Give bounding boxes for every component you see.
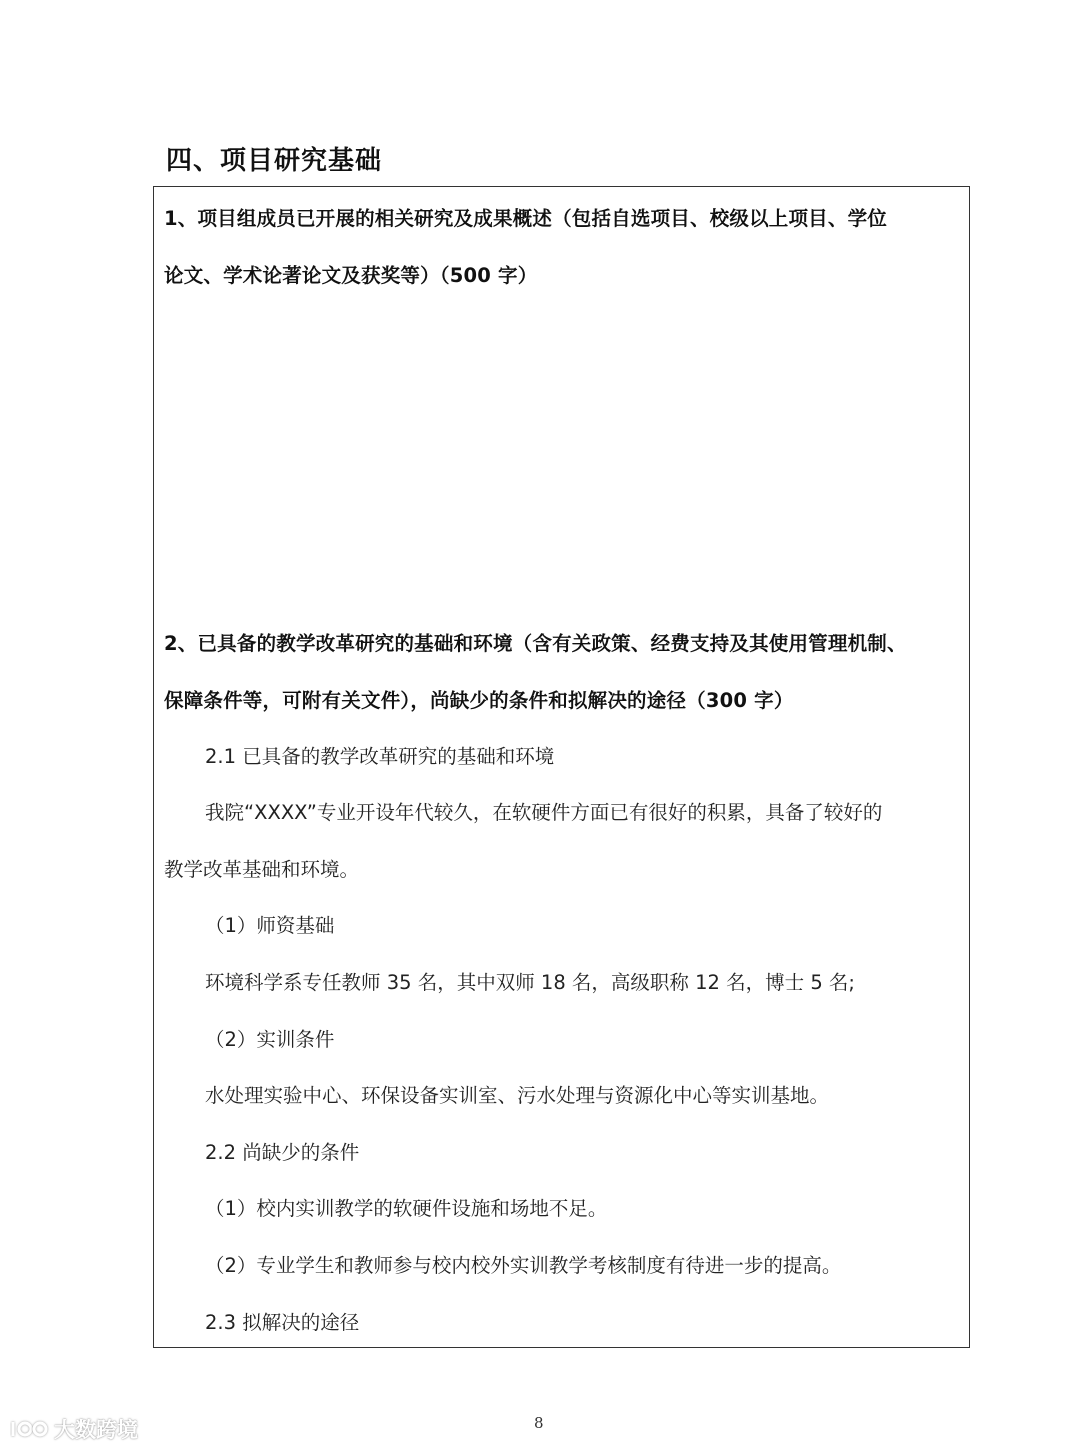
question-2-line-1: 2、已具备的教学改革研究的基础和环境（含有关政策、经费支持及其使用管理机制、: [164, 632, 907, 655]
item-2-heading: （2）实训条件: [205, 1028, 335, 1051]
item-2-text: 水处理实验中心、环保设备实训室、污水处理与资源化中心等实训基地。: [205, 1084, 830, 1107]
section-2-1-heading: 2.1 已具备的教学改革研究的基础和环境: [205, 745, 555, 768]
section-2-2-heading: 2.2 尚缺少的条件: [205, 1141, 360, 1164]
watermark: [10, 1414, 138, 1444]
section-2-1-paragraph-line-1: 我院“XXXX”专业开设年代较久，在软硬件方面已有很好的积累，具备了较好的: [205, 801, 883, 824]
page-number: 8: [534, 1414, 544, 1432]
question-1-line-1: 1、项目组成员已开展的相关研究及成果概述（包括自选项目、校级以上项目、学位: [164, 207, 887, 230]
section-2-2-item-2: （2）专业学生和教师参与校内校外实训教学考核制度有待进一步的提高。: [205, 1254, 842, 1277]
section-title: 四、项目研究基础: [166, 146, 383, 176]
brand-logo-icon: [10, 1418, 50, 1440]
item-1-text: 环境科学系专任教师 35 名，其中双师 18 名，高级职称 12 名，博士 5 名;: [205, 971, 856, 994]
watermark-text: 大数跨境: [54, 1418, 138, 1442]
section-2-1-paragraph-line-2: 教学改革基础和环境。: [164, 858, 360, 881]
section-2-2-item-1: （1）校内实训教学的软硬件设施和场地不足。: [205, 1197, 608, 1220]
question-1-line-2: 论文、学术论著论文及获奖等）（500 字）: [164, 264, 538, 287]
section-2-3-heading: 2.3 拟解决的途径: [205, 1311, 360, 1334]
item-1-heading: （1）师资基础: [205, 914, 335, 937]
question-2-line-2: 保障条件等，可附有关文件），尚缺少的条件和拟解决的途径（300 字）: [164, 689, 794, 712]
